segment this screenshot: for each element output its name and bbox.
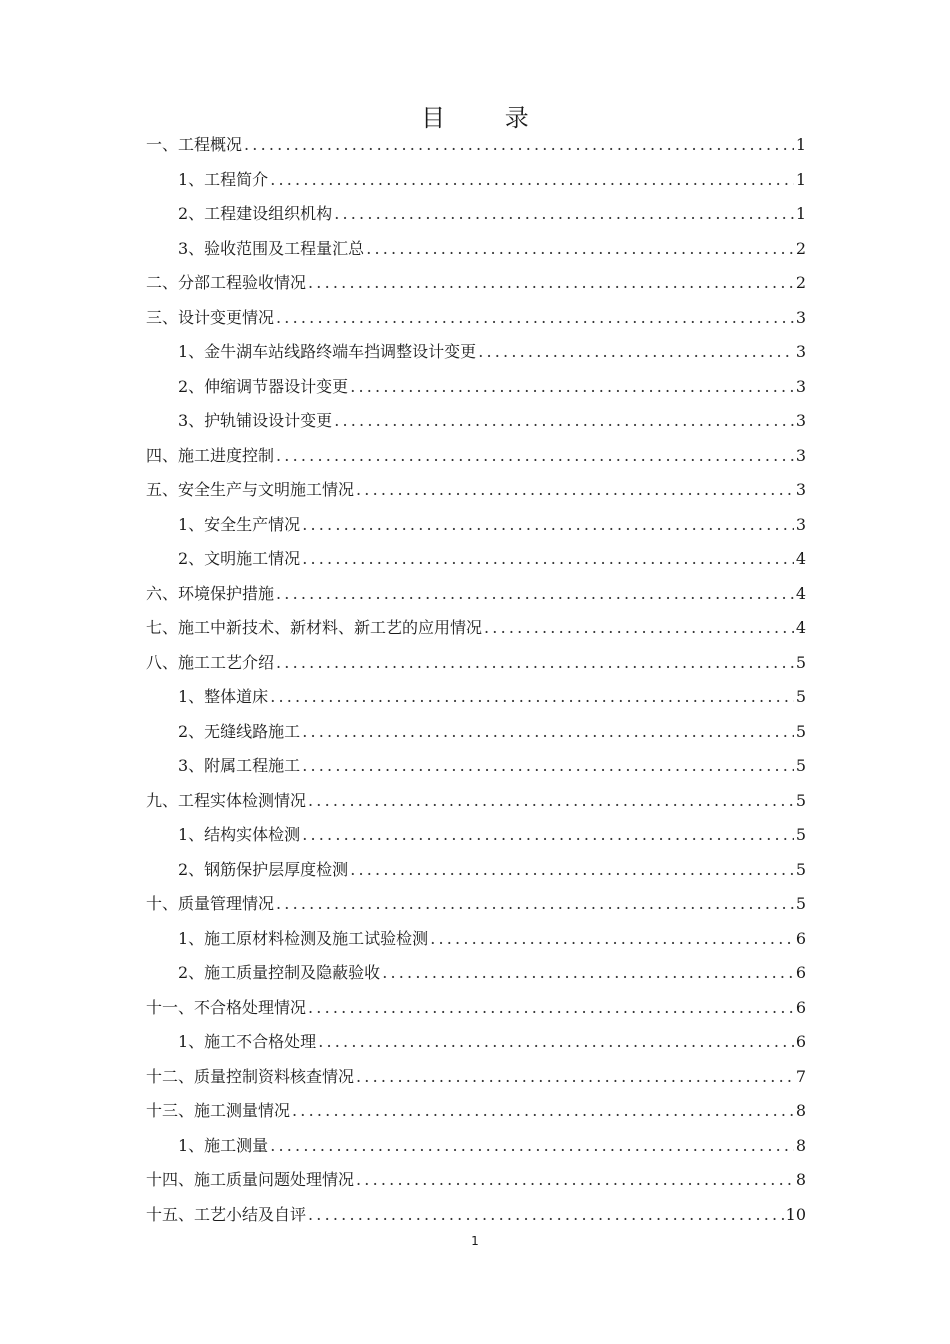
toc-entry[interactable] <box>146 197 806 232</box>
toc-entry-page-number: 3 <box>795 411 806 431</box>
toc-title: 目 录 <box>421 104 555 132</box>
toc-entry-page-number: 1 <box>795 135 806 155</box>
toc-entry-page-number: 8 <box>795 1101 806 1121</box>
toc-dot-leader <box>318 1032 794 1052</box>
toc-dot-leader <box>292 1101 794 1121</box>
toc-entry-text: 2、钢筋保护层厚度检测 <box>178 859 349 879</box>
toc-entry[interactable] <box>146 232 806 267</box>
toc-entry-page-number: 8 <box>795 1170 806 1190</box>
toc-entry[interactable] <box>146 163 806 198</box>
toc-entry-text: 1、施工原材料检测及施工试验检测 <box>178 928 429 948</box>
toc-dot-leader <box>302 515 794 535</box>
toc-dot-leader <box>308 998 794 1018</box>
toc-entry-page-number: 6 <box>795 1032 806 1052</box>
toc-dot-leader <box>356 480 794 500</box>
toc-entry-page-number: 5 <box>795 790 806 810</box>
toc-dot-leader <box>276 894 794 914</box>
toc-entry-page-number: 5 <box>795 756 806 776</box>
toc-dot-leader <box>276 446 794 466</box>
toc-entry-text: 2、无缝线路施工 <box>178 721 301 741</box>
toc-entry-page-number: 3 <box>795 480 806 500</box>
toc-dot-leader <box>308 273 794 293</box>
toc-entry-text: 十、质量管理情况 <box>146 894 275 914</box>
toc-entry-text: 一、工程概况 <box>146 135 243 155</box>
toc-dot-leader <box>276 653 794 673</box>
toc-entry[interactable] <box>146 818 806 853</box>
toc-dot-leader <box>270 1136 794 1156</box>
toc-entry-text: 2、文明施工情况 <box>178 549 301 569</box>
toc-dot-leader <box>350 377 794 397</box>
toc-entry-page-number: 8 <box>795 1135 806 1155</box>
toc-dot-leader <box>270 687 794 707</box>
toc-entry-text: 2、工程建设组织机构 <box>178 204 333 224</box>
toc-entry[interactable] <box>146 1025 806 1060</box>
toc-entry-page-number: 3 <box>795 445 806 465</box>
toc-entry-text: 十五、工艺小结及自评 <box>146 1204 307 1224</box>
toc-entry-page-number: 1 <box>795 204 806 224</box>
toc-entry[interactable] <box>146 301 806 336</box>
toc-entry[interactable] <box>146 887 806 922</box>
toc-entry-text: 八、施工工艺介绍 <box>146 652 275 672</box>
toc-dot-leader <box>334 411 794 431</box>
toc-dot-leader <box>270 170 794 190</box>
toc-entry-page-number: 3 <box>795 342 806 362</box>
toc-dot-leader <box>430 929 794 949</box>
toc-entry-text: 十二、质量控制资料核查情况 <box>146 1066 355 1086</box>
toc-entry-text: 十三、施工测量情况 <box>146 1101 291 1121</box>
toc-entry-text: 1、施工不合格处理 <box>178 1032 317 1052</box>
toc-entry[interactable] <box>146 715 806 750</box>
toc-entry[interactable] <box>146 473 806 508</box>
toc-entry[interactable] <box>146 542 806 577</box>
toc-entry[interactable] <box>146 646 806 681</box>
toc-list <box>146 128 806 1232</box>
toc-dot-leader <box>302 549 794 569</box>
toc-entry-page-number: 5 <box>795 652 806 672</box>
toc-entry-text: 二、分部工程验收情况 <box>146 273 307 293</box>
toc-entry-page-number: 1 <box>795 169 806 189</box>
toc-entry-page-number: 6 <box>795 963 806 983</box>
toc-entry[interactable] <box>146 1129 806 1164</box>
toc-entry-text: 三、设计变更情况 <box>146 307 275 327</box>
toc-entry[interactable] <box>146 1094 806 1129</box>
toc-dot-leader <box>356 1067 794 1087</box>
toc-entry[interactable] <box>146 128 806 163</box>
toc-dot-leader <box>484 618 794 638</box>
toc-entry-text: 九、工程实体检测情况 <box>146 790 307 810</box>
toc-dot-leader <box>308 791 794 811</box>
toc-entry-text: 1、结构实体检测 <box>178 825 301 845</box>
toc-entry-page-number: 4 <box>795 549 806 569</box>
toc-entry[interactable] <box>146 1163 806 1198</box>
toc-dot-leader <box>366 239 794 259</box>
toc-entry-page-number: 3 <box>795 376 806 396</box>
toc-entry-text: 1、金牛湖车站线路终端车挡调整设计变更 <box>178 342 477 362</box>
toc-entry-text: 1、工程简介 <box>178 169 269 189</box>
toc-entry-page-number: 3 <box>795 514 806 534</box>
toc-entry-page-number: 2 <box>795 273 806 293</box>
toc-entry-text: 3、护轨铺设设计变更 <box>178 411 333 431</box>
toc-entry[interactable] <box>146 370 806 405</box>
toc-entry[interactable] <box>146 1198 806 1233</box>
toc-entry[interactable] <box>146 404 806 439</box>
toc-entry-page-number: 6 <box>795 928 806 948</box>
toc-entry-text: 1、安全生产情况 <box>178 514 301 534</box>
toc-dot-leader <box>302 722 794 742</box>
toc-entry-page-number: 5 <box>795 687 806 707</box>
toc-dot-leader <box>276 584 794 604</box>
toc-dot-leader <box>302 756 794 776</box>
toc-entry-page-number: 4 <box>795 618 806 638</box>
toc-entry[interactable] <box>146 922 806 957</box>
toc-entry-text: 2、伸缩调节器设计变更 <box>178 376 349 396</box>
toc-dot-leader <box>308 1205 784 1225</box>
toc-dot-leader <box>478 342 794 362</box>
toc-entry[interactable] <box>146 784 806 819</box>
toc-entry[interactable] <box>146 508 806 543</box>
toc-entry-text: 十四、施工质量问题处理情况 <box>146 1170 355 1190</box>
footer-page-number: 1 <box>471 1234 479 1248</box>
toc-entry-text: 六、环境保护措施 <box>146 583 275 603</box>
toc-entry-page-number: 5 <box>795 859 806 879</box>
toc-entry[interactable] <box>146 577 806 612</box>
toc-entry-page-number: 5 <box>795 825 806 845</box>
toc-entry[interactable] <box>146 439 806 474</box>
toc-dot-leader <box>356 1170 794 1190</box>
toc-dot-leader <box>334 204 794 224</box>
toc-dot-leader <box>350 860 794 880</box>
toc-entry-text: 四、施工进度控制 <box>146 445 275 465</box>
toc-entry[interactable] <box>146 749 806 784</box>
toc-entry-page-number: 4 <box>795 583 806 603</box>
toc-entry-text: 七、施工中新技术、新材料、新工艺的应用情况 <box>146 618 483 638</box>
toc-dot-leader <box>302 825 794 845</box>
toc-entry-page-number: 7 <box>795 1066 806 1086</box>
toc-entry-page-number: 6 <box>795 997 806 1017</box>
toc-dot-leader <box>382 963 794 983</box>
toc-entry[interactable] <box>146 335 806 370</box>
toc-entry-text: 1、整体道床 <box>178 687 269 707</box>
toc-entry-page-number: 10 <box>785 1204 806 1224</box>
toc-entry-page-number: 3 <box>795 307 806 327</box>
toc-entry-page-number: 2 <box>795 238 806 258</box>
toc-entry-text: 2、施工质量控制及隐蔽验收 <box>178 963 381 983</box>
toc-entry-page-number: 5 <box>795 721 806 741</box>
toc-entry-text: 3、附属工程施工 <box>178 756 301 776</box>
toc-entry-page-number: 5 <box>795 894 806 914</box>
toc-entry-text: 五、安全生产与文明施工情况 <box>146 480 355 500</box>
toc-entry[interactable] <box>146 956 806 991</box>
toc-entry[interactable] <box>146 680 806 715</box>
toc-entry-text: 1、施工测量 <box>178 1135 269 1155</box>
toc-entry[interactable] <box>146 266 806 301</box>
toc-entry-text: 十一、不合格处理情况 <box>146 997 307 1017</box>
toc-dot-leader <box>276 308 794 328</box>
toc-entry-text: 3、验收范围及工程量汇总 <box>178 238 365 258</box>
toc-entry[interactable] <box>146 853 806 888</box>
toc-dot-leader <box>244 135 794 155</box>
toc-entry[interactable] <box>146 991 806 1026</box>
toc-entry[interactable] <box>146 1060 806 1095</box>
toc-entry[interactable] <box>146 611 806 646</box>
